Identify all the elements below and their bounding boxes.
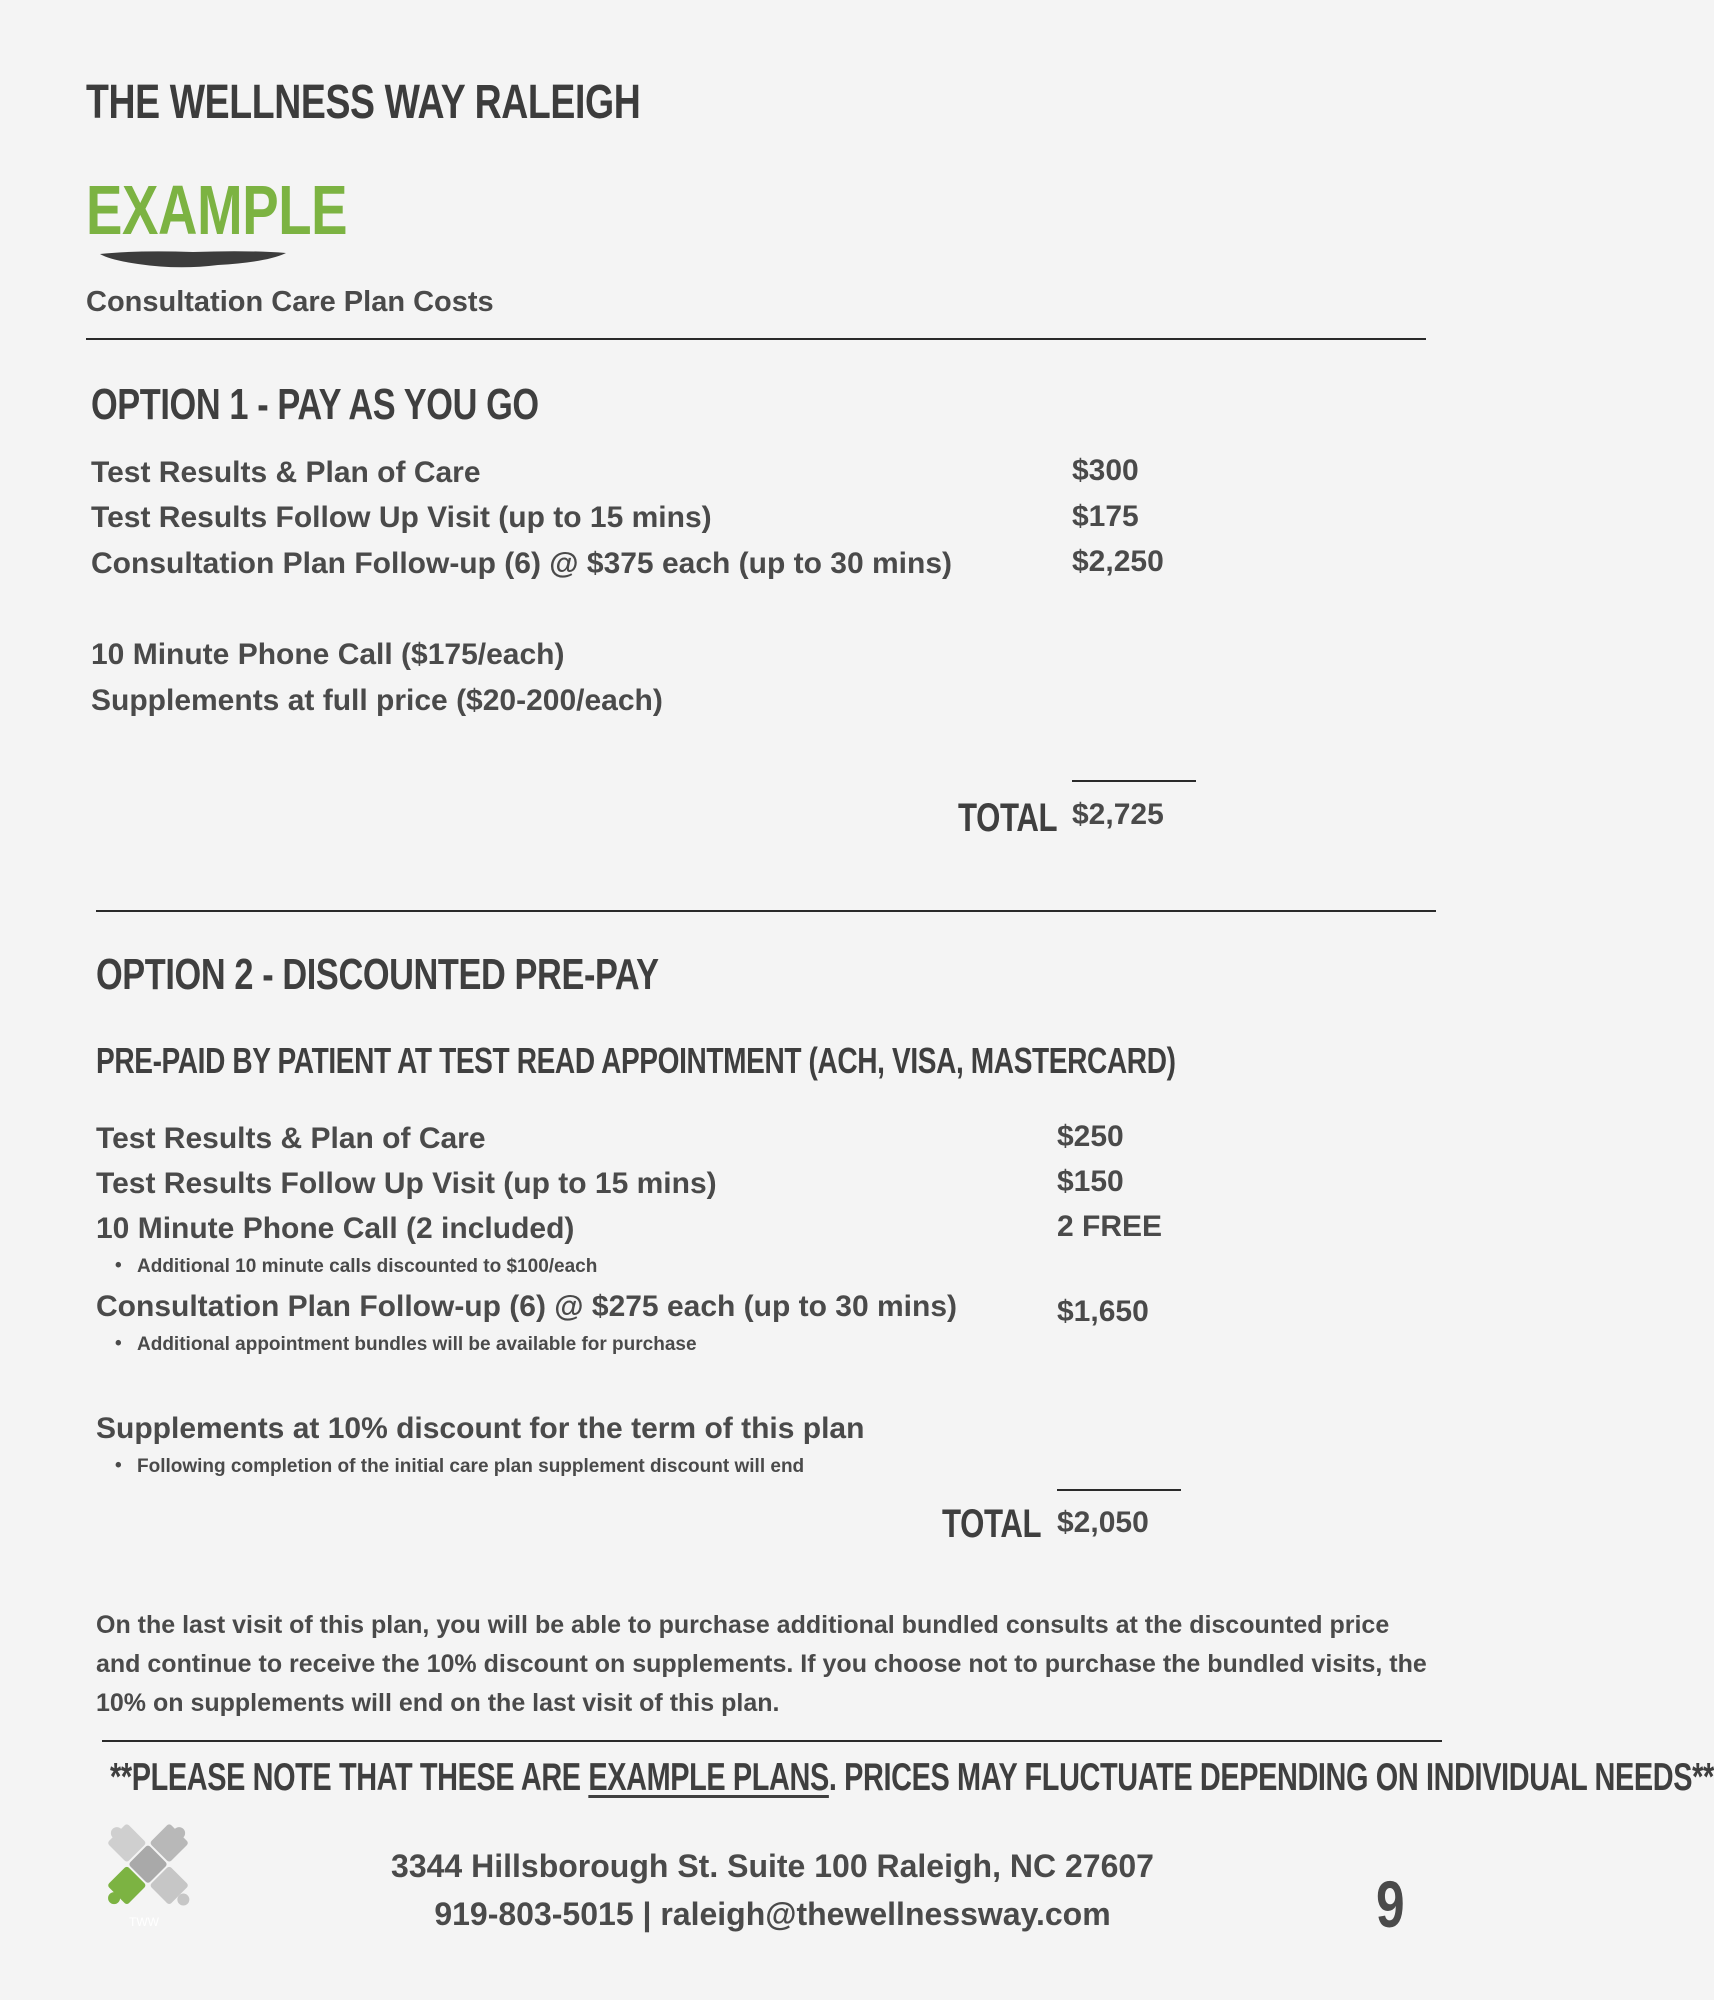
option1-extra-supplements: Supplements at full price ($20-200/each) bbox=[91, 684, 663, 717]
option1-extra-phone: 10 Minute Phone Call ($175/each) bbox=[91, 638, 565, 671]
option2-item-label: Test Results & Plan of Care bbox=[96, 1122, 486, 1155]
example-heading: EXAMPLE bbox=[86, 171, 348, 249]
page-subtitle: Consultation Care Plan Costs bbox=[86, 286, 494, 318]
option2-item-price: 2 FREE bbox=[1057, 1210, 1163, 1243]
option2-supplements-label: Supplements at 10% discount for the term of this plan bbox=[96, 1412, 865, 1445]
option1-total-rule bbox=[1072, 780, 1196, 782]
option1-total-label: TOTAL bbox=[958, 796, 1058, 840]
option2-total-value: $2,050 bbox=[1057, 1506, 1149, 1539]
option2-item-label: 10 Minute Phone Call (2 included) bbox=[96, 1212, 575, 1245]
note-prefix: **PLEASE NOTE THAT THESE ARE bbox=[110, 1756, 589, 1799]
option2-total-rule bbox=[1057, 1489, 1181, 1491]
closing-paragraph: On the last visit of this plan, you will be able to purchase additional bundled consults at the discounted price and continue to receive the 10% discount on supplements. If you choose not to purchase the bundled visits, the 10% on supplements will end on the last visit of this plan. bbox=[96, 1611, 1427, 1717]
example-plans-note bbox=[110, 1756, 1714, 1800]
option2-item-note: • Additional 10 minute calls discounted to $100/each bbox=[137, 1256, 597, 1278]
option1-item-label: Consultation Plan Follow-up (6) @ $375 each (up to 30 mins) bbox=[91, 547, 953, 580]
option2-item-label: Test Results Follow Up Visit (up to 15 mins) bbox=[96, 1167, 717, 1200]
divider-middle bbox=[96, 910, 1436, 912]
option2-subtitle: PRE-PAID BY PATIENT AT TEST READ APPOINTMENT (ACH, VISA, MASTERCARD) bbox=[96, 1040, 1176, 1081]
note-suffix: . PRICES MAY FLUCTUATE DEPENDING ON INDIVIDUAL NEEDS** bbox=[828, 1756, 1714, 1799]
note-underlined: EXAMPLE PLANS bbox=[588, 1756, 829, 1799]
option2-item-price: $150 bbox=[1057, 1165, 1124, 1198]
footer-contact: 919-803-5015 | raleigh@thewellnessway.com bbox=[434, 1896, 1111, 1932]
option1-total-value: $2,725 bbox=[1072, 798, 1164, 831]
option1-item-label: Test Results Follow Up Visit (up to 15 mins) bbox=[91, 501, 712, 534]
divider-top bbox=[86, 338, 1426, 340]
logo-text: TWW bbox=[129, 1915, 159, 1929]
option1-item-price: $300 bbox=[1072, 454, 1139, 487]
option1-item-label: Test Results & Plan of Care bbox=[91, 456, 481, 489]
option2-item-label: Consultation Plan Follow-up (6) @ $275 each (up to 30 mins) bbox=[96, 1290, 958, 1323]
option1-title: OPTION 1 - PAY AS YOU GO bbox=[91, 380, 539, 429]
footer-address: 3344 Hillsborough St. Suite 100 Raleigh, NC 27607 bbox=[391, 1848, 1154, 1884]
option2-supplements-note: • Following completion of the initial care plan supplement discount will end bbox=[137, 1456, 804, 1478]
brand-title: THE WELLNESS WAY RALEIGH bbox=[86, 76, 641, 129]
page-number: 9 bbox=[1376, 1867, 1405, 1941]
brush-stroke-decoration bbox=[98, 248, 288, 270]
option2-total-label: TOTAL bbox=[942, 1502, 1042, 1546]
option2-item-note: • Additional appointment bundles will be available for purchase bbox=[137, 1334, 697, 1356]
option2-item-price: $250 bbox=[1057, 1120, 1124, 1153]
option2-item-price: $1,650 bbox=[1057, 1295, 1149, 1328]
divider-bottom bbox=[102, 1740, 1442, 1742]
option1-item-price: $2,250 bbox=[1072, 545, 1164, 578]
option1-item-price: $175 bbox=[1072, 500, 1139, 533]
option2-title: OPTION 2 - DISCOUNTED PRE-PAY bbox=[96, 950, 659, 999]
